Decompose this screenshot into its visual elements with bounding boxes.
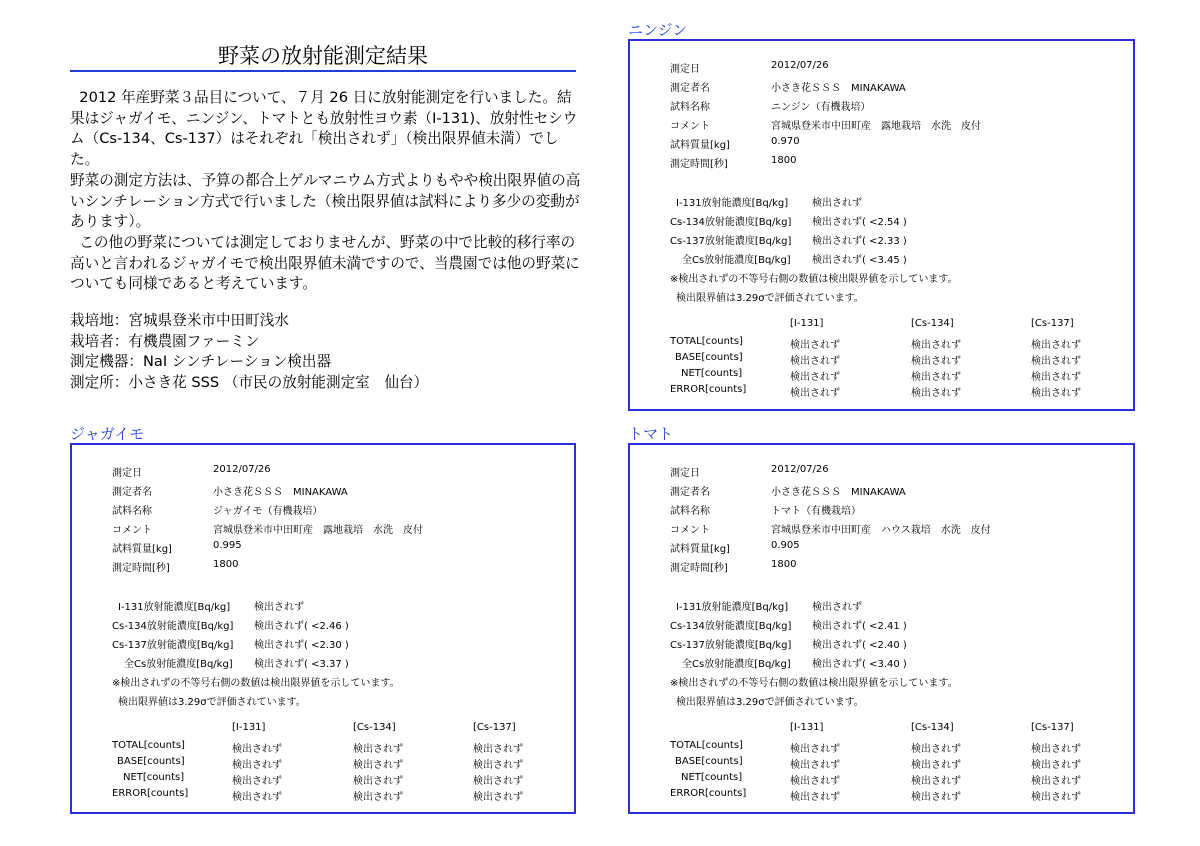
i131-label: I-131放射能濃度[Bq/kg] [676, 602, 789, 613]
col-header-cs137: [Cs-137] [473, 722, 516, 733]
cs134-label: Cs-134放射能濃度[Bq/kg] [112, 621, 234, 632]
row-label-base: BASE[counts] [675, 756, 743, 767]
cs137-value: 検出されず( <2.33 ) [812, 236, 907, 247]
row-label-error: ERROR[counts] [112, 788, 189, 799]
row-label-total: TOTAL[counts] [112, 740, 185, 751]
row-label-net: NET[counts] [681, 368, 743, 379]
count-cell: 検出されず [1031, 744, 1081, 755]
note-sigma: 検出限界値は3.29σで評価されています。 [118, 697, 306, 708]
count-cell: 検出されず [232, 776, 282, 787]
intro-paragraph: この他の野菜については測定しておりませんが、野菜の中で比較的移行率の高いと言われるジャガイモで検出限界値未満ですので、当農園では他の野菜についても同様であると考えています。 [70, 233, 580, 293]
count-cell: 検出されず [790, 340, 840, 351]
intro-paragraph: 野菜の測定方法は、予算の都合上ゲルマニウム方式よりもやや検出限界値の高いシンチレーション方式で行いました（検出限界値は試料により多少の変動があります）。 [70, 171, 581, 231]
note-detection-limit: ※検出されずの不等号右側の数値は検出限界値を示しています。 [112, 678, 400, 689]
count-cell: 検出されず [911, 744, 961, 755]
row-label-base: BASE[counts] [117, 756, 185, 767]
count-cell: 検出されず [790, 744, 840, 755]
count-cell: 検出されず [1031, 776, 1081, 787]
count-cell: 検出されず [911, 356, 961, 367]
count-cell: 検出されず [232, 760, 282, 771]
col-header-cs134: [Cs-134] [911, 722, 954, 733]
note-detection-limit: ※検出されずの不等号右側の数値は検出限界値を示しています。 [670, 274, 958, 285]
count-cell: 検出されず [232, 792, 282, 803]
count-cell: 検出されず [911, 372, 961, 383]
count-cell: 検出されず [790, 760, 840, 771]
i131-value: 検出されず [812, 198, 862, 209]
tomato-report: 測定日 2012/07/26 測定者名 小さき花ＳＳＳ MINAKAWA 試料名称 トマト（有機栽培） コメント 宮城県登米市中田町産 ハウス栽培 水洗 皮付 試料質量[kg] 0.905 測定時間[秒] 1800 I-131放射能濃度[Bq/kg] 検出されず Cs-134放射能濃度[Bq/kg] 検出されず( <2.41 ) Cs-137放射能濃度[Bq/kg] 検出されず( <2.40 ) 全Cs放射能濃度[Bq/kg] 検出されず( <3.40 ) ※検出されずの不等号右側の数値は検出限界値を示しています。 検出限界値は3.29σで評価されています。 [I-131] [Cs-134] [Cs-137] TOTAL[counts] 検出されず 検出されず 検出されず BASE[counts] 検出されず 検出されず 検出されず NET[counts] 検出されず 検出されず 検出されず ERROR[counts] 検出されず 検出されず 検出されず [628, 443, 1135, 814]
count-cell: 検出されず [1031, 760, 1081, 771]
cs134-value: 検出されず( <2.46 ) [254, 621, 349, 632]
i131-value: 検出されず [812, 602, 862, 613]
count-cell: 検出されず [473, 760, 523, 771]
fact-instrument: 測定機器：NaI シンチレーション検出器 [70, 353, 332, 370]
count-cell: 検出されず [353, 776, 403, 787]
cs137-value: 検出されず( <2.30 ) [254, 640, 349, 651]
carrot-heading: ニンジン [628, 21, 688, 39]
cs137-value: 検出されず( <2.40 ) [812, 640, 907, 651]
cs-total-label: 全Cs放射能濃度[Bq/kg] [682, 255, 791, 266]
cs-total-value: 検出されず( <3.37 ) [254, 659, 349, 670]
col-header-i131: [I-131] [790, 722, 824, 733]
title-underline [70, 70, 576, 72]
row-label-net: NET[counts] [681, 772, 743, 783]
cs134-value: 検出されず( <2.41 ) [812, 621, 907, 632]
col-header-cs134: [Cs-134] [353, 722, 396, 733]
count-cell: 検出されず [473, 776, 523, 787]
fact-location: 栽培地：宮城県登米市中田町浅水 [70, 312, 289, 329]
carrot-report: 測定日 2012/07/26 測定者名 小さき花ＳＳＳ MINAKAWA 試料名称 ニンジン（有機栽培） コメント 宮城県登米市中田町産 露地栽培 水洗 皮付 試料質量[kg] 0.970 測定時間[秒] 1800 I-131放射能濃度[Bq/kg] 検出されず Cs-134放射能濃度[Bq/kg] 検出されず( <2.54 ) Cs-137放射能濃度[Bq/kg] 検出されず( <2.33 ) 全Cs放射能濃度[Bq/kg] 検出されず( <3.45 ) ※検出されずの不等号右側の数値は検出限界値を示しています。 検出限界値は3.29σで評価されています。 [I-131] [Cs-134] [Cs-137] TOTAL[counts] 検出されず 検出されず 検出されず BASE[counts] 検出されず 検出されず 検出されず NET[counts] 検出されず 検出されず 検出されず ERROR[counts] 検出されず 検出されず 検出されず [628, 39, 1135, 411]
row-label-error: ERROR[counts] [670, 788, 747, 799]
cs137-label: Cs-137放射能濃度[Bq/kg] [670, 640, 792, 651]
cs-total-label: 全Cs放射能濃度[Bq/kg] [124, 659, 233, 670]
tomato-heading: トマト [628, 425, 674, 443]
count-cell: 検出されず [1031, 356, 1081, 367]
intro-text [70, 88, 582, 295]
row-label-total: TOTAL[counts] [670, 740, 743, 751]
note-detection-limit: ※検出されずの不等号右側の数値は検出限界値を示しています。 [670, 678, 958, 689]
note-sigma: 検出限界値は3.29σで評価されています。 [676, 697, 864, 708]
count-cell: 検出されず [911, 340, 961, 351]
count-cell: 検出されず [1031, 340, 1081, 351]
count-cell: 検出されず [911, 792, 961, 803]
count-cell: 検出されず [790, 388, 840, 399]
i131-label: I-131放射能濃度[Bq/kg] [118, 602, 231, 613]
count-cell: 検出されず [790, 356, 840, 367]
cs137-label: Cs-137放射能濃度[Bq/kg] [112, 640, 234, 651]
cs-total-label: 全Cs放射能濃度[Bq/kg] [682, 659, 791, 670]
potato-report: 測定日 2012/07/26 測定者名 小さき花ＳＳＳ MINAKAWA 試料名称 ジャガイモ（有機栽培） コメント 宮城県登米市中田町産 露地栽培 水洗 皮付 試料質量[kg] 0.995 測定時間[秒] 1800 I-131放射能濃度[Bq/kg] 検出されず Cs-134放射能濃度[Bq/kg] 検出されず( <2.46 ) Cs-137放射能濃度[Bq/kg] 検出されず( <2.30 ) 全Cs放射能濃度[Bq/kg] 検出されず( <3.37 ) ※検出されずの不等号右側の数値は検出限界値を示しています。 検出限界値は3.29σで評価されています。 [I-131] [Cs-134] [Cs-137] TOTAL[counts] 検出されず 検出されず 検出されず BASE[counts] 検出されず 検出されず 検出されず NET[counts] 検出されず 検出されず 検出されず ERROR[counts] 検出されず 検出されず 検出されず [70, 443, 576, 814]
cs-total-value: 検出されず( <3.40 ) [812, 659, 907, 670]
count-cell: 検出されず [790, 792, 840, 803]
i131-label: I-131放射能濃度[Bq/kg] [676, 198, 789, 209]
cs134-label: Cs-134放射能濃度[Bq/kg] [670, 621, 792, 632]
col-header-cs137: [Cs-137] [1031, 318, 1074, 329]
count-cell: 検出されず [353, 792, 403, 803]
count-cell: 検出されず [232, 744, 282, 755]
col-header-i131: [I-131] [790, 318, 824, 329]
count-cell: 検出されず [473, 792, 523, 803]
count-cell: 検出されず [353, 760, 403, 771]
count-cell: 検出されず [1031, 792, 1081, 803]
row-label-total: TOTAL[counts] [670, 336, 743, 347]
fact-grower: 栽培者：有機農園ファーミン [70, 332, 260, 350]
count-cell: 検出されず [353, 744, 403, 755]
count-cell: 検出されず [1031, 388, 1081, 399]
count-cell: 検出されず [911, 776, 961, 787]
fact-lab: 測定所：小さき花 SSS （市民の放射能測定室 仙台） [70, 373, 429, 391]
cs-total-value: 検出されず( <3.45 ) [812, 255, 907, 266]
row-label-error: ERROR[counts] [670, 384, 747, 395]
cultivation-facts [70, 311, 428, 393]
row-label-base: BASE[counts] [675, 352, 743, 363]
page-title: 野菜の放射能測定結果 [218, 44, 428, 68]
count-cell: 検出されず [1031, 372, 1081, 383]
note-sigma: 検出限界値は3.29σで評価されています。 [676, 293, 864, 304]
col-header-cs134: [Cs-134] [911, 318, 954, 329]
col-header-cs137: [Cs-137] [1031, 722, 1074, 733]
count-cell: 検出されず [790, 372, 840, 383]
potato-heading: ジャガイモ [70, 425, 145, 443]
intro-paragraph: 2012 年産野菜３品目について、７月 26 日に放射能測定を行いました。結果はジャガイモ、ニンジン、トマトとも放射性ヨウ素（I-131)、放射性セシウム（Cs-134、Cs-137）はそれぞれ「検出されず」（検出限界値未満）でした。 [70, 89, 578, 169]
i131-value: 検出されず [254, 602, 304, 613]
row-label-net: NET[counts] [123, 772, 185, 783]
count-cell: 検出されず [911, 388, 961, 399]
count-cell: 検出されず [790, 776, 840, 787]
cs134-value: 検出されず( <2.54 ) [812, 217, 907, 228]
count-cell: 検出されず [473, 744, 523, 755]
col-header-i131: [I-131] [232, 722, 266, 733]
cs137-label: Cs-137放射能濃度[Bq/kg] [670, 236, 792, 247]
count-cell: 検出されず [911, 760, 961, 771]
cs134-label: Cs-134放射能濃度[Bq/kg] [670, 217, 792, 228]
